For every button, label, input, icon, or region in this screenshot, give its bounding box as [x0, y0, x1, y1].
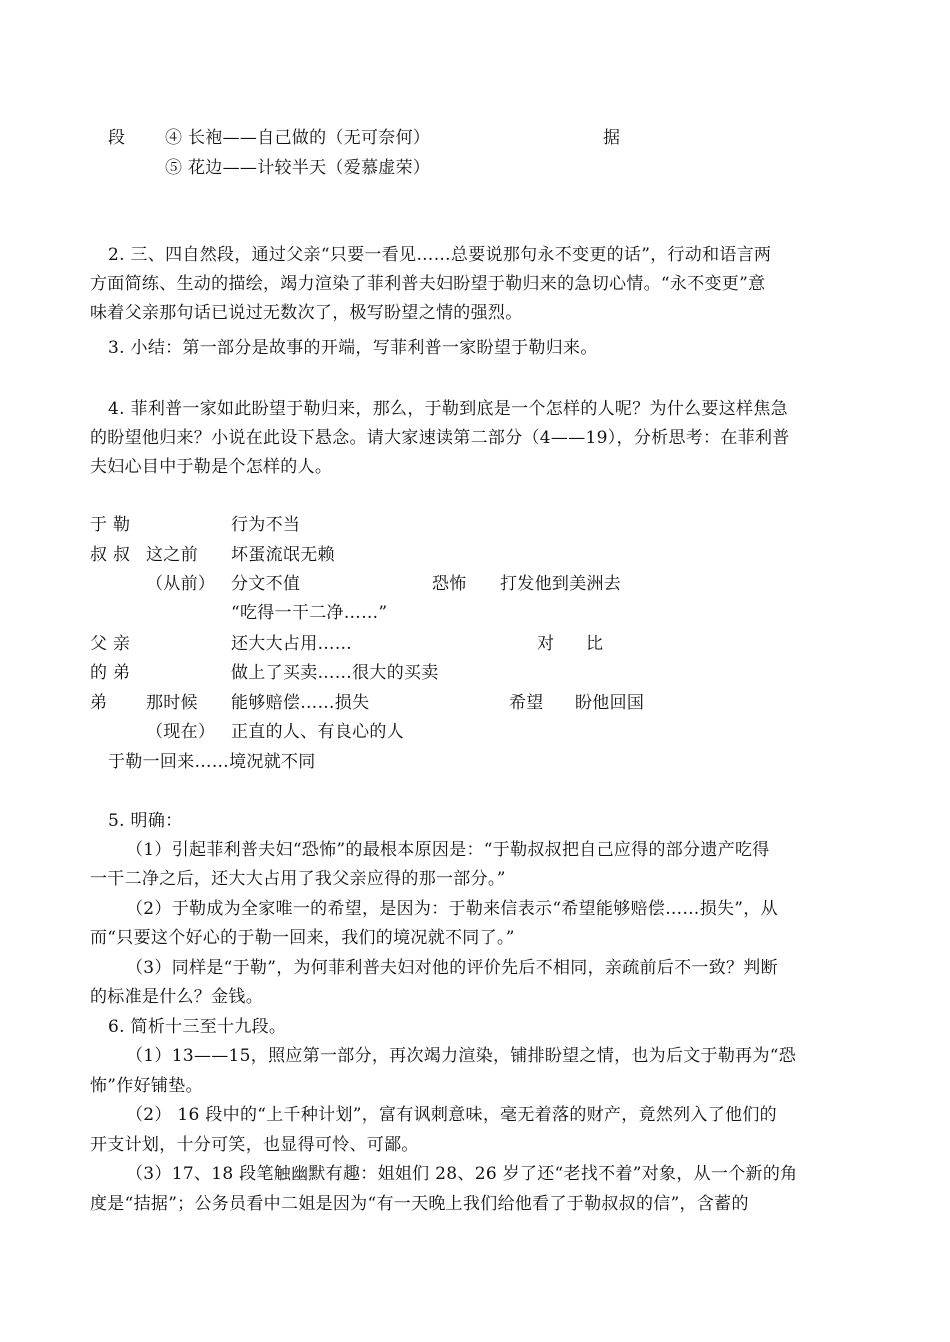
diagram-r7-action: 盼他回国 — [575, 693, 645, 713]
diagram-r2-label: 叔 叔 — [90, 545, 131, 565]
diagram-r9-text: 于勒一回来……境况就不同 — [108, 752, 316, 772]
para-5-line-2: 一干二净之后，还大大占用了我父亲应得的那一部分。” — [90, 869, 506, 889]
para-4-line-1: 4. 菲利普一家如此盼望于勒归来，那么，于勒到底是一个怎样的人呢？为什么要这样焦急 — [108, 399, 788, 419]
para-5-title: 5. 明确： — [108, 811, 183, 831]
diagram-r3-text: 分文不值 — [231, 574, 301, 594]
outline-item-4: ④ 长袍——自己做的（无可奈何） — [165, 128, 431, 148]
diagram-r6-text: 做上了买卖……很大的买卖 — [231, 663, 439, 683]
outline-item-5: ⑤ 花边——计较半天（爱慕虚荣） — [165, 158, 431, 178]
para-5-line-4: 而“只要这个好心的于勒一回来，我们的境况就不同了。” — [90, 928, 515, 948]
para-6-line-4: 开支计划，十分可笑，也显得可怜、可鄙。 — [90, 1135, 419, 1155]
diagram-r4-text: “吃得一干二净……” — [231, 603, 388, 623]
para-2-line-3: 味着父亲那句话已说过无数次了，极写盼望之情的强烈。 — [90, 303, 523, 323]
para-5-line-6: 的标准是什么？金钱。 — [90, 987, 263, 1007]
outline-ju: 据 — [603, 128, 621, 148]
para-4-line-3: 夫妇心目中于勒是个怎样的人。 — [90, 457, 333, 477]
diagram-r8-text: 正直的人、有良心的人 — [231, 722, 404, 742]
diagram-r1-text: 行为不当 — [231, 515, 301, 535]
para-2-line-2: 方面简练、生动的描绘，竭力渲染了菲利普夫妇盼望于勒归来的急切心情。“永不变更”意 — [90, 274, 766, 294]
para-3: 3. 小结：第一部分是故事的开端，写菲利普一家盼望于勒归来。 — [108, 338, 598, 358]
para-4-line-2: 的盼望他归来？小说在此设下悬念。请大家速读第二部分（4——19），分析思考：在菲利普 — [90, 428, 790, 448]
para-6-line-6: 度是“拮据”；公务员看中二姐是因为“有一天晚上我们给他看了于勒叔叔的信”，含蓄的 — [90, 1194, 749, 1214]
diagram-r5-contrast-b: 比 — [586, 634, 604, 654]
para-5-line-1: （1）引起菲利普夫妇“恐怖”的最根本原因是：“于勒叔叔把自己应得的部分遗产吃得 — [126, 840, 770, 860]
diagram-r5-label: 父 亲 — [90, 634, 131, 654]
diagram-r2-time: 这之前 — [146, 545, 198, 565]
diagram-r7-text: 能够赔偿……损失 — [231, 693, 370, 713]
para-6-line-2: 怖”作好铺垫。 — [90, 1076, 203, 1096]
diagram-r7-time: 那时候 — [146, 693, 198, 713]
diagram-r7-emotion: 希望 — [509, 693, 544, 713]
para-2-line-1: 2. 三、四自然段，通过父亲“只要一看见……总要说那句永不变更的话”，行动和语言两 — [108, 245, 772, 265]
diagram-r5-contrast-a: 对 — [537, 634, 555, 654]
diagram-r3-time: （从前） — [146, 574, 216, 594]
diagram-r3-emotion: 恐怖 — [432, 574, 467, 594]
para-6-title: 6. 简析十三至十九段。 — [108, 1017, 287, 1037]
outline-duan: 段 — [108, 128, 126, 148]
diagram-r1-label: 于 勒 — [90, 515, 131, 535]
diagram-r7-label: 弟 — [90, 693, 108, 713]
para-6-line-5: （3）17、18 段笔触幽默有趣：姐姐们 28、26 岁了还“老找不着”对象，从一个新的角 — [126, 1164, 798, 1184]
para-5-line-3: （2）于勒成为全家唯一的希望，是因为：于勒来信表示“希望能够赔偿……损失”，从 — [126, 899, 778, 919]
diagram-r2-text: 坏蛋流氓无赖 — [231, 545, 335, 565]
diagram-r3-action: 打发他到美洲去 — [500, 574, 622, 594]
para-6-line-3: （2） 16 段中的“上千种计划”，富有讽刺意味，毫无着落的财产，竟然列入了他们的 — [126, 1105, 777, 1125]
diagram-r6-label: 的 弟 — [90, 663, 131, 683]
para-5-line-5: （3）同样是“于勒”，为何菲利普夫妇对他的评价先后不相同，亲疏前后不一致？判断 — [126, 958, 778, 978]
diagram-r5-text: 还大大占用…… — [231, 634, 353, 654]
para-6-line-1: （1）13——15，照应第一部分，再次竭力渲染，铺排盼望之情，也为后文于勒再为“恐 — [126, 1046, 797, 1066]
diagram-r8-time: （现在） — [146, 722, 216, 742]
